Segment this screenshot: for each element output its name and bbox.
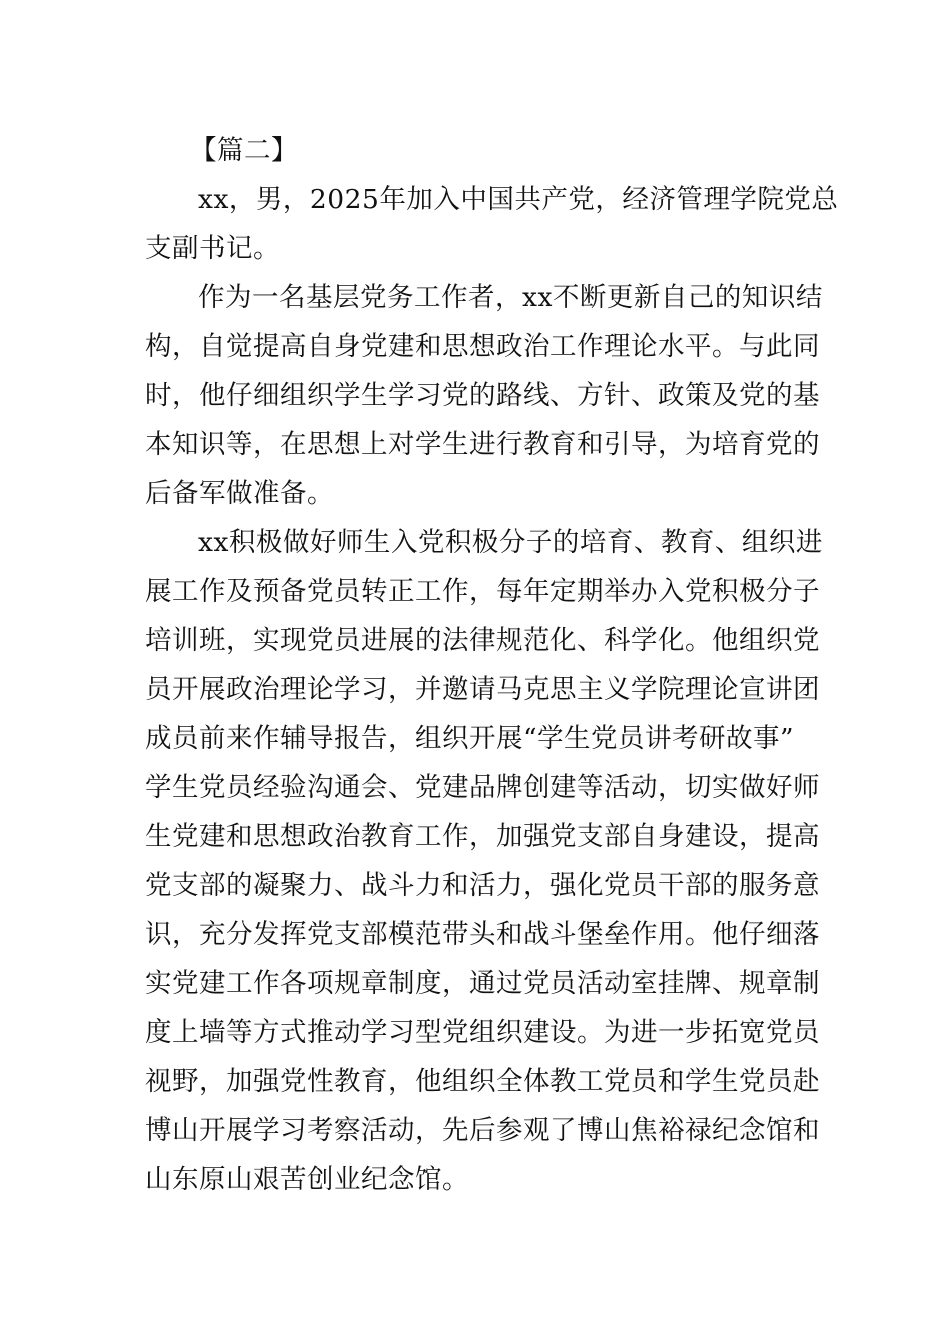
paragraph-line: 支副书记。: [145, 233, 280, 264]
paragraph-2: [145, 273, 823, 518]
paragraph-line: 生党建和思想政治教育工作，加强党支部自身建设，提高: [145, 821, 820, 852]
paragraph-line: xx积极做好师生入党积极分子的培育、教育、组织进: [198, 527, 823, 558]
paragraph-3: [145, 518, 823, 1204]
heading-text: 【篇二】: [190, 135, 298, 166]
paragraph-line: 成员前来作辅导报告，组织开展“学生党员讲考研故事”: [145, 723, 795, 754]
paragraph-line: 后备军做准备。: [145, 478, 334, 509]
document-body: [145, 126, 839, 1204]
paragraph-line: 员开展政治理论学习，并邀请马克思主义学院理论宣讲团: [145, 674, 820, 705]
paragraph-line: 本知识等，在思想上对学生进行教育和引导，为培育党的: [145, 429, 820, 460]
paragraph-line: 展工作及预备党员转正工作，每年定期举办入党积极分子: [145, 576, 820, 607]
paragraph-line: 山东原山艰苦创业纪念馆。: [145, 1164, 469, 1195]
paragraph-line: 度上墙等方式推动学习型党组织建设。为进一步拓宽党员: [145, 1017, 820, 1048]
paragraph-line: 培训班，实现党员进展的法律规范化、科学化。他组织党: [145, 625, 820, 656]
section-heading: [145, 126, 815, 175]
paragraph-line: 学生党员经验沟通会、党建品牌创建等活动，切实做好师: [145, 772, 820, 803]
paragraph-line: 作为一名基层党务工作者，xx不断更新自己的知识结: [198, 282, 823, 313]
paragraph-line: 识，充分发挥党支部模范带头和战斗堡垒作用。他仔细落: [145, 919, 820, 950]
paragraph-line: 实党建工作各项规章制度，通过党员活动室挂牌、规章制: [145, 968, 820, 999]
paragraph-line: 博山开展学习考察活动，先后参观了博山焦裕禄纪念馆和: [145, 1115, 820, 1146]
paragraph-line: 视野，加强党性教育，他组织全体教工党员和学生党员赴: [145, 1066, 820, 1097]
paragraph-1: [145, 175, 839, 273]
paragraph-line: 构，自觉提高自身党建和思想政治工作理论水平。与此同: [145, 331, 820, 362]
paragraph-line: 党支部的凝聚力、战斗力和活力，强化党员干部的服务意: [145, 870, 820, 901]
paragraph-line: 时，他仔细组织学生学习党的路线、方针、政策及党的基: [145, 380, 820, 411]
paragraph-line: xx，男，2025年加入中国共产党，经济管理学院党总: [198, 184, 839, 215]
